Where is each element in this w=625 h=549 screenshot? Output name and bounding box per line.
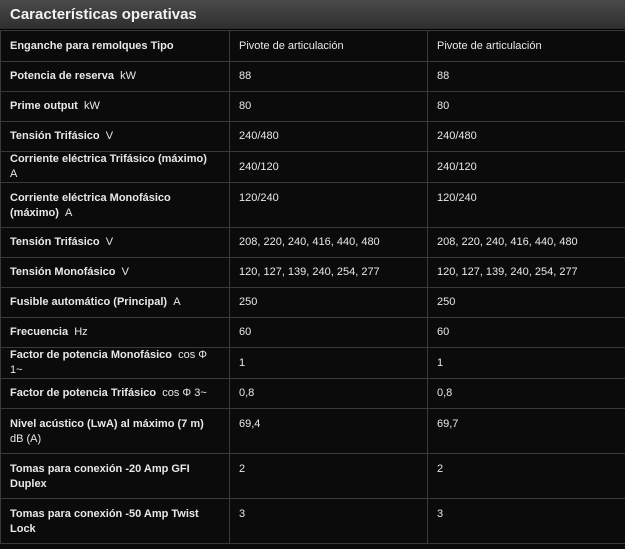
row-label-cell (1, 31, 230, 62)
table-row (1, 258, 625, 288)
row-value: 240/120 (239, 160, 279, 173)
table-row (1, 122, 625, 152)
row-label-cell (1, 92, 230, 122)
table-row (1, 348, 625, 379)
row-label-cell (1, 288, 230, 318)
table-row (1, 499, 625, 544)
row-label-cell (1, 258, 230, 288)
row-value-cell (428, 379, 625, 409)
row-label: Enganche para remolques Tipo (10, 39, 174, 52)
row-label-cell (1, 183, 230, 228)
row-value-cell (230, 288, 428, 318)
row-value: 80 (239, 100, 252, 112)
row-label: Tomas para conexión -20 Amp GFI Duplex (10, 463, 190, 490)
row-value: 250 (239, 296, 258, 308)
row-unit: Hz (74, 326, 88, 338)
row-label-cell (1, 62, 230, 92)
table-row (1, 183, 625, 228)
row-unit: V (121, 266, 129, 278)
specs-table-body (1, 31, 625, 544)
row-value-cell (428, 183, 625, 228)
row-unit: A (173, 296, 181, 308)
row-label-cell (1, 499, 230, 544)
table-row (1, 288, 625, 318)
row-value: 120, 127, 139, 240, 254, 277 (437, 266, 578, 278)
row-value: 2 (437, 463, 444, 475)
row-value-cell (230, 152, 428, 183)
row-value: 60 (437, 326, 450, 338)
row-value: 1 (437, 356, 444, 369)
row-unit: kW (120, 70, 136, 82)
table-row (1, 318, 625, 348)
row-value: Pivote de articulación (437, 39, 542, 52)
row-value: 120/240 (239, 192, 279, 204)
row-label: Frecuencia (10, 326, 69, 338)
row-value-cell (230, 92, 428, 122)
row-value: 120/240 (437, 192, 477, 204)
row-label: Factor de potencia Trifásico (10, 387, 157, 399)
row-value-cell (428, 31, 625, 62)
row-unit: kW (83, 100, 100, 112)
row-label: Tomas para conexión -50 Amp Twist Lock (10, 508, 199, 535)
row-label: Tensión Monofásico (10, 266, 116, 278)
row-value-cell (428, 499, 625, 544)
row-value-cell (428, 288, 625, 318)
row-value: 208, 220, 240, 416, 440, 480 (239, 236, 380, 248)
table-row (1, 31, 625, 62)
row-label-cell (1, 348, 230, 379)
row-label-cell (1, 122, 230, 152)
row-value-cell (428, 318, 625, 348)
row-unit: V (105, 130, 114, 142)
row-value-cell (230, 348, 428, 379)
row-label-cell (1, 318, 230, 348)
row-value-cell (428, 258, 625, 288)
table-row (1, 379, 625, 409)
row-label: Corriente eléctrica Trifásico (máximo) (10, 153, 207, 165)
row-label-cell (1, 409, 230, 454)
table-row (1, 409, 625, 454)
table-row (1, 228, 625, 258)
row-value: 0,8 (437, 387, 453, 399)
row-value: 88 (437, 70, 450, 82)
section-title: Características operativas (10, 6, 197, 23)
row-value-cell (428, 122, 625, 152)
row-value: 120, 127, 139, 240, 254, 277 (239, 266, 380, 278)
row-value: 208, 220, 240, 416, 440, 480 (437, 236, 578, 248)
row-label: Corriente eléctrica Monofásico (máximo) (10, 192, 171, 219)
row-value-cell (230, 31, 428, 62)
row-value: 60 (239, 326, 252, 338)
table-row (1, 454, 625, 499)
row-value-cell (230, 379, 428, 409)
row-value-cell (230, 454, 428, 499)
row-label-cell (1, 228, 230, 258)
row-value: 240/480 (239, 130, 279, 142)
row-value: 69,4 (239, 418, 261, 430)
row-value: Pivote de articulación (239, 39, 344, 52)
row-value: 3 (239, 508, 246, 520)
row-value-cell (428, 152, 625, 183)
row-value: 240/120 (437, 160, 477, 173)
row-value-cell (230, 258, 428, 288)
row-label-cell (1, 379, 230, 409)
row-unit: V (105, 236, 114, 248)
row-label: Potencia de reserva (10, 70, 114, 82)
row-value-cell (230, 122, 428, 152)
row-label-cell (1, 152, 230, 183)
row-value: 80 (437, 100, 450, 112)
row-value: 250 (437, 296, 456, 308)
row-value-cell (230, 228, 428, 258)
section-header (0, 0, 625, 30)
row-label: Factor de potencia Monofásico (10, 349, 172, 361)
row-value: 69,7 (437, 418, 459, 430)
row-value-cell (428, 62, 625, 92)
row-label: Tensión Trifásico (10, 130, 100, 142)
row-value-cell (230, 499, 428, 544)
row-value-cell (230, 183, 428, 228)
row-unit: cos Φ 1~ (10, 349, 208, 376)
specs-table (0, 30, 625, 544)
row-value: 0,8 (239, 387, 255, 399)
row-value: 88 (239, 70, 252, 82)
table-row (1, 62, 625, 92)
row-value-cell (230, 409, 428, 454)
table-row (1, 152, 625, 183)
row-value-cell (428, 348, 625, 379)
row-unit: dB (A) (10, 433, 42, 445)
row-value-cell (428, 454, 625, 499)
table-row (1, 92, 625, 122)
row-label-cell (1, 454, 230, 499)
row-unit: A (65, 207, 73, 219)
row-value-cell (428, 92, 625, 122)
row-value: 2 (239, 463, 246, 475)
row-label: Nivel acústico (LwA) al máximo (7 m) (10, 418, 204, 430)
row-label: Tensión Trifásico (10, 236, 100, 248)
row-value-cell (230, 62, 428, 92)
row-value: 3 (437, 508, 444, 520)
row-value: 240/480 (437, 130, 477, 142)
row-value-cell (230, 318, 428, 348)
row-value-cell (428, 409, 625, 454)
row-value: 1 (239, 356, 246, 369)
row-value-cell (428, 228, 625, 258)
row-label: Fusible automático (Principal) (10, 296, 168, 308)
row-unit: A (10, 168, 18, 180)
row-label: Prime output (10, 100, 78, 112)
row-unit: cos Φ 3~ (162, 387, 207, 399)
